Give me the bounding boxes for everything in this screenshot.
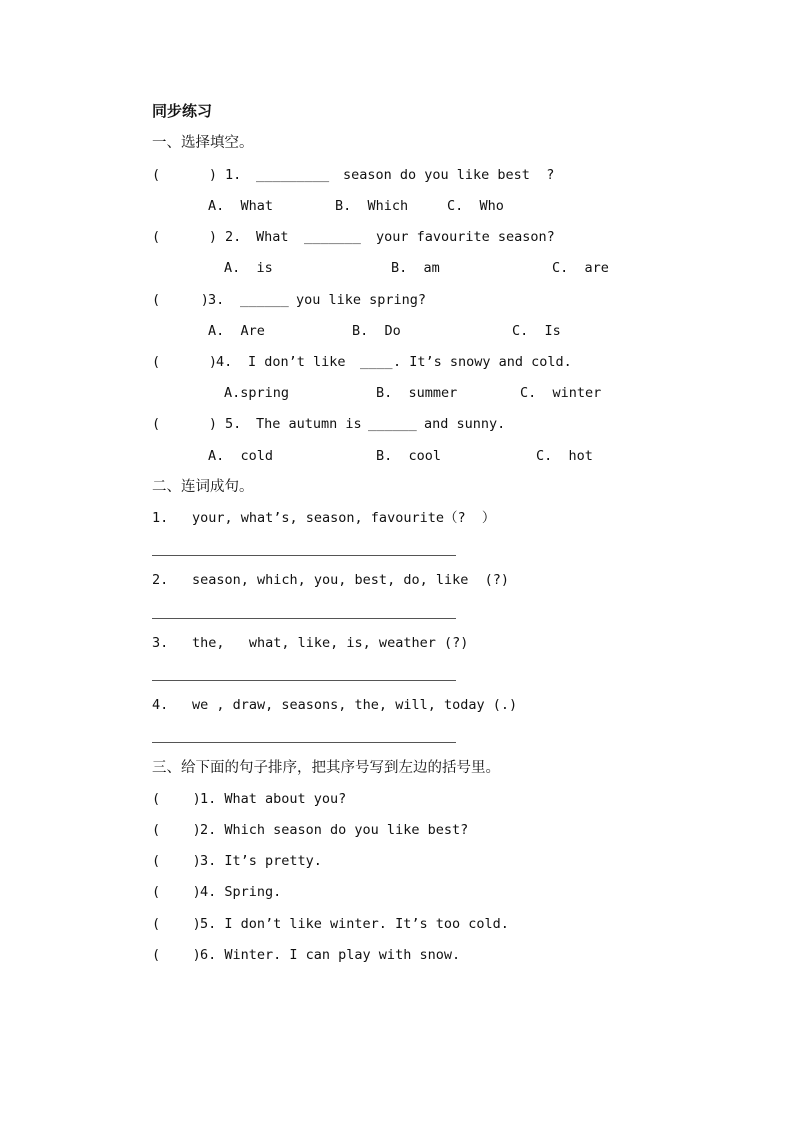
section1-heading-row bbox=[0, 132, 793, 154]
question-2-options bbox=[0, 257, 793, 279]
answer-paren[interactable]: ( ) bbox=[152, 354, 218, 370]
question-5-options bbox=[0, 445, 793, 467]
reorder-words-1 bbox=[0, 507, 793, 529]
word-list: your, what’s, season, favourite（? ） bbox=[192, 510, 496, 526]
section2-heading-row bbox=[0, 476, 793, 498]
question-number: 5. bbox=[225, 416, 242, 432]
question-stem-before: The autumn is bbox=[256, 416, 362, 432]
section2-heading: 二、连词成句。 bbox=[152, 479, 254, 495]
order-paren[interactable]: ( ) bbox=[152, 822, 201, 838]
answer-line-4[interactable] bbox=[152, 742, 456, 743]
answer-line-3[interactable] bbox=[152, 680, 456, 681]
option-a: A. is bbox=[224, 260, 273, 276]
question-number: 2. bbox=[225, 229, 242, 245]
section3-heading: 三、给下面的句子排序，把其序号写到左边的括号里。 bbox=[152, 760, 500, 776]
answer-line-2[interactable] bbox=[152, 618, 456, 619]
answer-paren[interactable]: ( ) bbox=[152, 167, 218, 183]
question-stem: and sunny. bbox=[424, 416, 506, 432]
option-b: B. cool bbox=[376, 448, 442, 464]
dialogue-line-3 bbox=[0, 850, 793, 872]
order-paren[interactable]: ( ) bbox=[152, 916, 201, 932]
question-3 bbox=[0, 289, 793, 311]
option-b: B. summer bbox=[376, 385, 458, 401]
question-number: 1. bbox=[225, 167, 242, 183]
question-3-options bbox=[0, 320, 793, 342]
option-a: A.spring bbox=[224, 385, 290, 401]
question-number: 4. bbox=[216, 354, 233, 370]
answer-paren[interactable]: ( ) bbox=[152, 292, 209, 308]
order-paren[interactable]: ( ) bbox=[152, 791, 201, 807]
option-c: C. hot bbox=[536, 448, 593, 464]
order-paren[interactable]: ( ) bbox=[152, 853, 201, 869]
dialogue-text: 6. Winter. I can play with snow. bbox=[200, 947, 461, 963]
section1-heading: 一、选择填空。 bbox=[152, 135, 254, 151]
answer-paren[interactable]: ( ) bbox=[152, 416, 218, 432]
option-c: C. Who bbox=[447, 198, 504, 214]
fill-blank[interactable]: _________ bbox=[256, 167, 330, 183]
title-row bbox=[0, 100, 793, 122]
page-title: 同步练习 bbox=[152, 102, 213, 120]
question-stem-before: What bbox=[256, 229, 289, 245]
question-stem-before: I don’t like bbox=[248, 354, 346, 370]
dialogue-text: 3. It’s pretty. bbox=[200, 853, 322, 869]
item-number: 2. bbox=[152, 572, 169, 588]
reorder-words-3 bbox=[0, 632, 793, 654]
order-paren[interactable]: ( ) bbox=[152, 884, 201, 900]
question-number: 3. bbox=[208, 292, 225, 308]
option-a: A. Are bbox=[208, 323, 265, 339]
question-1 bbox=[0, 164, 793, 186]
dialogue-line-6 bbox=[0, 944, 793, 966]
option-c: C. winter bbox=[520, 385, 602, 401]
dialogue-line-5 bbox=[0, 913, 793, 935]
dialogue-text: 2. Which season do you like best? bbox=[200, 822, 469, 838]
option-c: C. are bbox=[552, 260, 609, 276]
answer-line-1[interactable] bbox=[152, 555, 456, 556]
fill-blank[interactable]: ______ bbox=[368, 416, 417, 432]
word-list: we , draw, seasons, the, will, today (.) bbox=[192, 697, 518, 713]
option-b: B. Which bbox=[335, 198, 409, 214]
dialogue-line-4 bbox=[0, 881, 793, 903]
question-stem: . It’s snowy and cold. bbox=[393, 354, 572, 370]
item-number: 1. bbox=[152, 510, 169, 526]
dialogue-line-1 bbox=[0, 788, 793, 810]
section3-heading-row bbox=[0, 757, 793, 779]
question-2 bbox=[0, 226, 793, 248]
question-stem: you like spring? bbox=[296, 292, 427, 308]
option-c: C. Is bbox=[512, 323, 561, 339]
dialogue-text: 4. Spring. bbox=[200, 884, 282, 900]
option-b: B. am bbox=[391, 260, 440, 276]
reorder-words-4 bbox=[0, 694, 793, 716]
item-number: 3. bbox=[152, 635, 169, 651]
fill-blank[interactable]: ______ bbox=[240, 292, 289, 308]
question-5 bbox=[0, 413, 793, 435]
option-a: A. cold bbox=[208, 448, 274, 464]
question-4-options bbox=[0, 382, 793, 404]
fill-blank[interactable]: _______ bbox=[304, 229, 361, 245]
question-stem: season do you like best ? bbox=[343, 167, 555, 183]
dialogue-text: 1. What about you? bbox=[200, 791, 347, 807]
dialogue-text: 5. I don’t like winter. It’s too cold. bbox=[200, 916, 509, 932]
fill-blank[interactable]: ____ bbox=[360, 354, 393, 370]
answer-paren[interactable]: ( ) bbox=[152, 229, 218, 245]
word-list: season, which, you, best, do, like (?) bbox=[192, 572, 509, 588]
option-b: B. Do bbox=[352, 323, 401, 339]
question-4 bbox=[0, 351, 793, 373]
word-list: the, what, like, is, weather (?) bbox=[192, 635, 469, 651]
reorder-words-2 bbox=[0, 569, 793, 591]
question-stem: your favourite season? bbox=[376, 229, 555, 245]
dialogue-line-2 bbox=[0, 819, 793, 841]
option-a: A. What bbox=[208, 198, 274, 214]
question-1-options bbox=[0, 195, 793, 217]
item-number: 4. bbox=[152, 697, 169, 713]
order-paren[interactable]: ( ) bbox=[152, 947, 201, 963]
